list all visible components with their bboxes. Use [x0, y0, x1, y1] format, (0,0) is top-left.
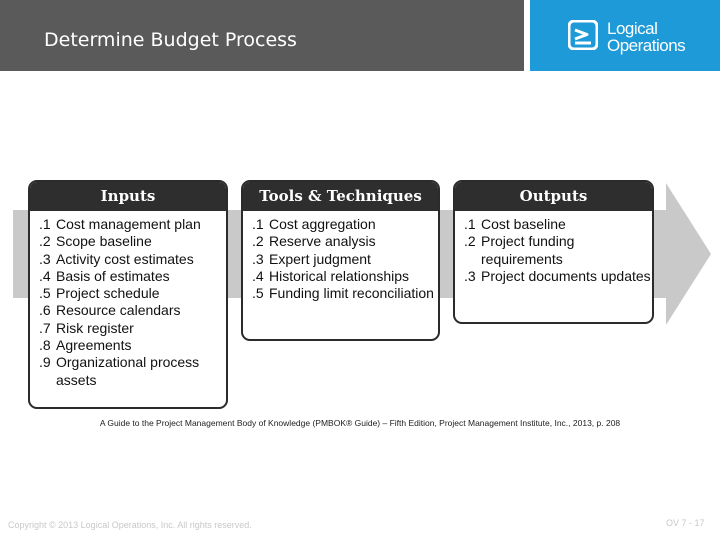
item-number: .2: [252, 233, 264, 250]
list-item: [39, 302, 226, 319]
item-text: Agreements: [56, 337, 132, 354]
item-text: Expert judgment: [269, 250, 371, 267]
logo-text-line2: Operations: [607, 36, 686, 55]
item-number: .4: [252, 267, 264, 284]
list-item: [252, 233, 438, 250]
item-text: Resource calendars: [56, 302, 181, 319]
outputs-header: Outputs: [455, 182, 652, 211]
item-text: Historical relationships: [269, 267, 410, 284]
item-text: Scope baseline: [56, 233, 152, 250]
item-number: .3: [252, 250, 264, 267]
item-text: Risk register: [56, 319, 134, 336]
list-item: [39, 320, 226, 337]
item-text: Cost aggregation: [269, 216, 376, 232]
list-item: [464, 268, 652, 285]
item-number: .5: [252, 285, 264, 302]
slide-number: OV 7 - 17: [666, 518, 705, 528]
list-item: [39, 285, 226, 302]
item-text: Project funding requirements: [481, 233, 575, 267]
list-item: [39, 268, 226, 285]
item-number: .9: [39, 354, 51, 371]
item-number: .3: [464, 267, 476, 284]
list-item: [39, 233, 226, 250]
item-number: .5: [39, 285, 51, 302]
list-item: [39, 337, 226, 354]
list-item: [464, 233, 652, 268]
list-item: [252, 285, 438, 302]
slide-title: Determine Budget Process: [44, 29, 297, 51]
item-number: .1: [252, 216, 264, 232]
tools-techniques-header: Tools & Techniques: [243, 182, 438, 211]
list-item: [252, 216, 438, 233]
item-number: .1: [39, 216, 51, 232]
item-number: .4: [39, 267, 51, 284]
citation: A Guide to the Project Management Body of Knowledge (PMBOK® Guide) – Fifth Edition, Project Management Institute, Inc., 2013, p. 208: [99, 418, 621, 428]
list-item: [252, 268, 438, 285]
item-text: Funding limit reconciliation: [269, 285, 434, 302]
logo-text-line1: Logical: [607, 19, 658, 38]
item-text: Activity cost estimates: [56, 250, 194, 267]
tools-techniques-list: [243, 211, 438, 302]
item-text: Project schedule: [56, 285, 160, 302]
inputs-panel: [28, 180, 228, 409]
inputs-header: Inputs: [30, 182, 226, 211]
item-number: .1: [464, 216, 476, 232]
copyright: Copyright © 2013 Logical Operations, Inc. All rights reserved.: [8, 520, 252, 530]
item-number: .8: [39, 337, 51, 354]
item-number: .3: [39, 250, 51, 267]
item-number: .2: [39, 233, 51, 250]
outputs-list: [455, 211, 652, 285]
item-number: .7: [39, 319, 51, 336]
list-item: [252, 251, 438, 268]
list-item: [39, 216, 226, 233]
item-text: Reserve analysis: [269, 233, 376, 250]
item-text: Cost management plan: [56, 216, 201, 232]
item-text: Organizational process assets: [56, 354, 200, 388]
item-number: .2: [464, 233, 476, 250]
outputs-panel: [453, 180, 654, 324]
list-item: [464, 216, 652, 233]
item-text: Project documents updates: [481, 267, 651, 284]
item-number: .6: [39, 302, 51, 319]
list-item: [39, 354, 226, 389]
tools-techniques-panel: [241, 180, 440, 341]
item-text: Basis of estimates: [56, 267, 170, 284]
inputs-list: [30, 211, 226, 389]
item-text: Cost baseline: [481, 216, 566, 232]
list-item: [39, 251, 226, 268]
